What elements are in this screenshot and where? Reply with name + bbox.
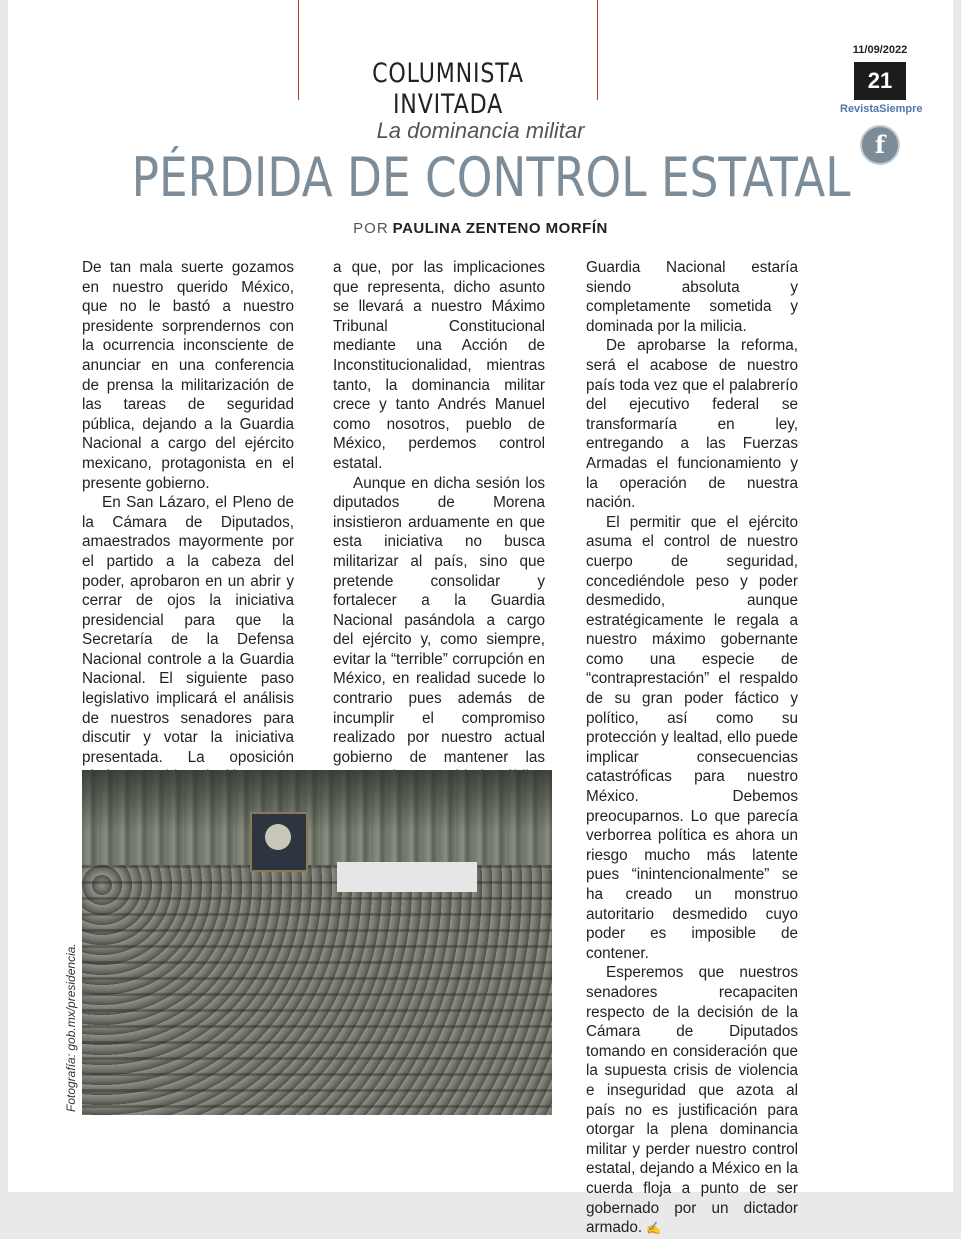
- paragraph-text: Esperemos que nuestros senadores recapaciten respecto de la decisión de la Cámara de Diputados tomando en consideración que la supuesta crisis de violencia e inseguridad que azota al país no es justificación para otorgar la plena dominancia militar y perder nuestro control estatal, dejando a México en la cuerda floja a punto de ser gobernado por un dictador armado.: [586, 964, 798, 1237]
- photo-credit: Fotografía: gob.mx/presidencia.: [64, 943, 78, 1112]
- end-mark-icon: ✍: [646, 1221, 662, 1236]
- article-title: PÉRDIDA DE CONTROL ESTATAL: [131, 146, 851, 209]
- byline: [8, 220, 953, 237]
- text-column-2: [333, 258, 545, 826]
- page-number: 21: [854, 62, 906, 100]
- section-header: [298, 0, 598, 120]
- article-kicker: La dominancia militar: [376, 118, 585, 143]
- text-column-1: [82, 258, 294, 787]
- magazine-page: [8, 0, 953, 1237]
- author-name: PAULINA ZENTENO MORFÍN: [392, 220, 608, 237]
- paragraph: Guardia Nacional estaría siendo absoluta y completamente sometida y dominada por la milicia.: [586, 259, 798, 335]
- section-label: COLUMNISTA INVITADA: [372, 58, 524, 120]
- military-parade-photo: [82, 770, 552, 1115]
- issue-date: 11/09/2022: [852, 44, 908, 56]
- vehicle: [337, 862, 477, 892]
- paragraph: Aunque en dicha sesión los diputados de Morena insistieron arduamente en que esta iniciativa no busca militarizar al país, sino que pretende consolidar y fortalecer a la Guardia Nacional pasándola a cargo del ejército y, como siempre, evitar la “terrible” corrupción en México, en realidad sucede lo contrario pues además de incumplir el compromiso realizado por nuestro actual gobierno de mantener las: [333, 474, 545, 766]
- byline-prefix: POR: [353, 220, 389, 237]
- text-column-3: [586, 258, 798, 1239]
- facebook-icon[interactable]: f: [860, 125, 900, 165]
- paragraph: a que, por las implicaciones que representa, dicho asunto se llevará a nuestro Máximo Tribunal Constitucional mediante una Acción de Inconstitucionalidad, mientras tanto, la dominancia militar crece y tanto Andrés Manuel como nosotros, pueblo de México, perdemos control estatal.: [333, 259, 545, 472]
- paragraph: De tan mala suerte gozamos en nuestro querido México, que no le bastó a nuestro presidente sorprendernos con la ocurrencia inconsciente de anunciar en una conferencia de prensa la militarización de las tareas de seguridad pública, dejando a la Guardia Nacional a cargo del ejército mexicano, protagonista en el presente gobierno.: [82, 259, 294, 492]
- brand-name: RevistaSiempre: [840, 103, 923, 115]
- emblem-icon: [265, 824, 291, 850]
- page-meta: [840, 44, 923, 165]
- troop-formation: [82, 865, 552, 1115]
- paragraph: De aprobarse la reforma, será el acabose de nuestro país toda vez que el palabrerío del ejecutivo federal se transformaría en ley, entregando a las Fuerzas Armadas el funcionamiento y la operación de nuestra nación.: [586, 337, 798, 512]
- paragraph: El permitir que el ejército asuma el control de nuestro cuerpo de seguridad, concediéndole peso y poder desmedido, aunque estratégicamente le regala a nuestro máximo gobernante como una especie de “contraprestación” el respaldo de su gran poder fáctico y político, así como su protección y lealtad, ello puede implicar consecuencias catastróficas para nuestro México. Debemos preocuparnos. Lo que parecía verborrea política es ahora un riesgo mucho más latente pues “inintencionalmente” se ha creado un monstruo autoritario desmedido cuyo poder es imposible de contener.: [586, 513, 798, 962]
- paragraph: [586, 963, 798, 1238]
- paragraph: En San Lázaro, el Pleno de la Cámara de Diputados, amaestrados mayormente por el partido a la cabeza del poder, aprobaron en un abrir y cerrar de ojos la iniciativa presidencial para que la Secretaría de la Defensa Nacional controle a la Guardia Nacional. El siguiente paso legislativo implicará el análisis de nuestros senadores para discutir y votar la iniciativa presentada. La oposición: [82, 494, 294, 766]
